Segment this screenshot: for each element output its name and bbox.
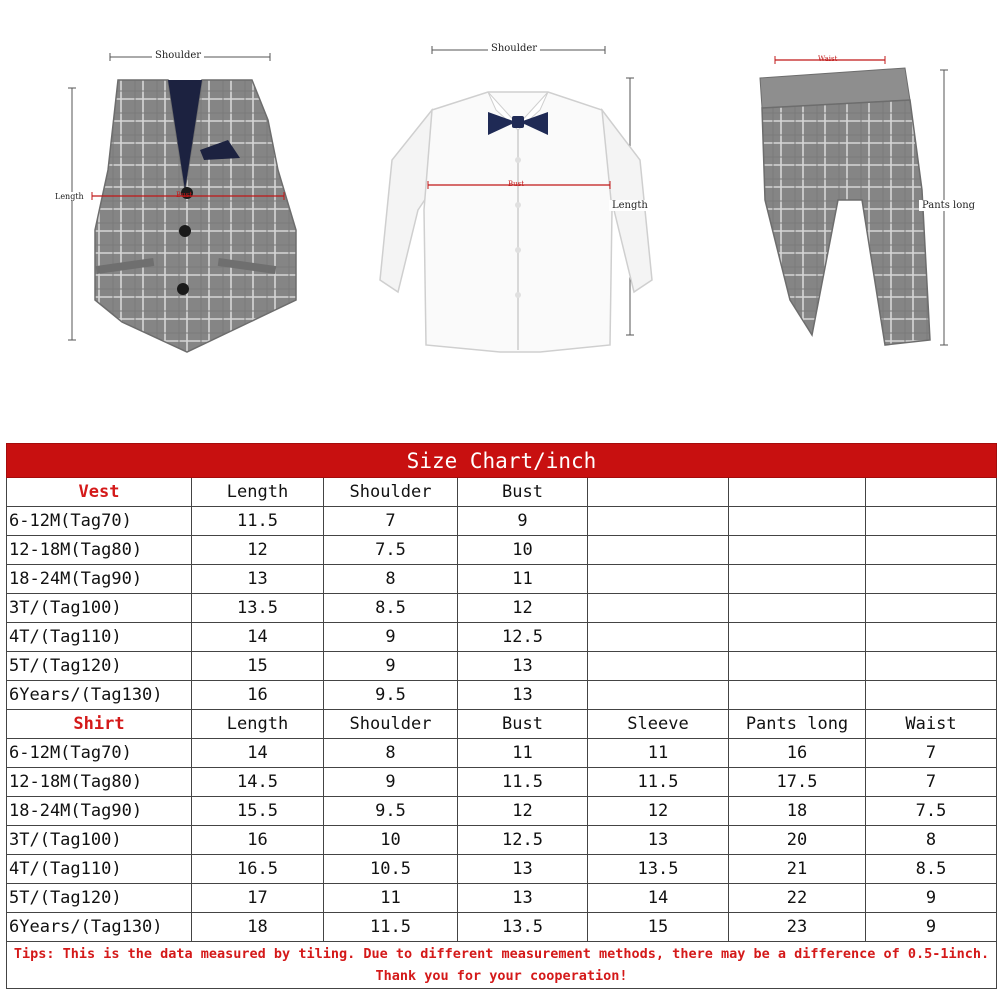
- value-cell: [729, 652, 866, 681]
- value-cell: 13: [458, 681, 588, 710]
- vest-header-cell: Vest: [7, 478, 192, 507]
- value-cell: [588, 652, 729, 681]
- value-cell: 8.5: [324, 594, 458, 623]
- value-cell: 16: [729, 739, 866, 768]
- value-cell: 12.5: [458, 623, 588, 652]
- value-cell: 15: [192, 652, 324, 681]
- vest-header-row: [7, 478, 997, 507]
- value-cell: 10: [324, 826, 458, 855]
- value-cell: 12: [192, 536, 324, 565]
- shirt-table-row: [7, 913, 997, 942]
- value-cell: [729, 623, 866, 652]
- shirt-table-row: [7, 797, 997, 826]
- pants-long-label: Pants long: [919, 200, 978, 211]
- value-cell: 13.5: [588, 855, 729, 884]
- value-cell: 11: [458, 565, 588, 594]
- vest-table-row: [7, 565, 997, 594]
- value-cell: 7.5: [866, 797, 997, 826]
- value-cell: 7.5: [324, 536, 458, 565]
- size-cell: 4T/(Tag110): [7, 855, 192, 884]
- vest-illustration: [68, 53, 296, 352]
- value-cell: [866, 652, 997, 681]
- value-cell: 7: [324, 507, 458, 536]
- shirt-header-cell: Sleeve: [588, 710, 729, 739]
- value-cell: 23: [729, 913, 866, 942]
- vest-table-row: [7, 507, 997, 536]
- shirt-table-row: [7, 739, 997, 768]
- size-cell: 4T/(Tag110): [7, 623, 192, 652]
- value-cell: 7: [866, 739, 997, 768]
- size-cell: 12-18M(Tag80): [7, 536, 192, 565]
- value-cell: 8: [866, 826, 997, 855]
- value-cell: 12: [458, 594, 588, 623]
- shirt-table-row: [7, 855, 997, 884]
- vest-header-cell: [866, 478, 997, 507]
- value-cell: 14.5: [192, 768, 324, 797]
- value-cell: [866, 565, 997, 594]
- value-cell: [729, 536, 866, 565]
- vest-table-row: [7, 623, 997, 652]
- value-cell: 15.5: [192, 797, 324, 826]
- size-cell: 6-12M(Tag70): [7, 507, 192, 536]
- shirt-header-cell: Waist: [866, 710, 997, 739]
- value-cell: [866, 623, 997, 652]
- shirt-length-label: Length: [609, 200, 651, 211]
- value-cell: 21: [729, 855, 866, 884]
- shirt-table-row: [7, 884, 997, 913]
- shirt-table-row: [7, 826, 997, 855]
- value-cell: 11: [588, 739, 729, 768]
- value-cell: [866, 536, 997, 565]
- garment-illustrations: [0, 0, 1000, 400]
- size-cell: 5T/(Tag120): [7, 884, 192, 913]
- value-cell: 8.5: [866, 855, 997, 884]
- value-cell: [588, 536, 729, 565]
- value-cell: 16: [192, 826, 324, 855]
- value-cell: 20: [729, 826, 866, 855]
- vest-header-cell: [729, 478, 866, 507]
- vest-header-cell: Length: [192, 478, 324, 507]
- shirt-header-cell: Shirt: [7, 710, 192, 739]
- size-cell: 18-24M(Tag90): [7, 797, 192, 826]
- value-cell: [729, 594, 866, 623]
- vest-table-row: [7, 536, 997, 565]
- size-cell: 18-24M(Tag90): [7, 565, 192, 594]
- vest-header-cell: Shoulder: [324, 478, 458, 507]
- value-cell: 11.5: [588, 768, 729, 797]
- value-cell: [588, 565, 729, 594]
- shirt-header-cell: Bust: [458, 710, 588, 739]
- value-cell: 9: [866, 884, 997, 913]
- value-cell: [588, 507, 729, 536]
- value-cell: 18: [192, 913, 324, 942]
- size-cell: 5T/(Tag120): [7, 652, 192, 681]
- value-cell: 16: [192, 681, 324, 710]
- value-cell: 14: [192, 739, 324, 768]
- value-cell: 12: [458, 797, 588, 826]
- value-cell: 10: [458, 536, 588, 565]
- tips-text: Tips: This is the data measured by tiling. Due to different measurement methods, there may be a difference of 0.5-1inch. Thank you for your cooperation!: [7, 942, 997, 989]
- value-cell: 12: [588, 797, 729, 826]
- value-cell: [729, 681, 866, 710]
- value-cell: [588, 594, 729, 623]
- value-cell: 14: [192, 623, 324, 652]
- tips-row: [7, 942, 997, 989]
- value-cell: 14: [588, 884, 729, 913]
- value-cell: 13: [458, 884, 588, 913]
- title-row: [7, 444, 997, 478]
- value-cell: [588, 681, 729, 710]
- size-chart-table: [6, 443, 997, 989]
- shirt-header-cell: Length: [192, 710, 324, 739]
- value-cell: 11.5: [324, 913, 458, 942]
- shirt-header-cell: Pants long: [729, 710, 866, 739]
- value-cell: 13: [458, 652, 588, 681]
- value-cell: 9.5: [324, 681, 458, 710]
- value-cell: 11: [458, 739, 588, 768]
- value-cell: [729, 507, 866, 536]
- value-cell: 12.5: [458, 826, 588, 855]
- vest-shoulder-label: Shoulder: [152, 50, 204, 61]
- value-cell: 13: [458, 855, 588, 884]
- value-cell: 17: [192, 884, 324, 913]
- size-cell: 12-18M(Tag80): [7, 768, 192, 797]
- value-cell: 9: [324, 768, 458, 797]
- pants-waist-label: Waist: [818, 55, 838, 63]
- value-cell: 16.5: [192, 855, 324, 884]
- shirt-header-cell: Shoulder: [324, 710, 458, 739]
- value-cell: 13.5: [458, 913, 588, 942]
- value-cell: 9: [866, 913, 997, 942]
- value-cell: 9.5: [324, 797, 458, 826]
- shirt-bust-label: Bust: [508, 180, 525, 188]
- value-cell: 11.5: [458, 768, 588, 797]
- value-cell: 22: [729, 884, 866, 913]
- size-cell: 6Years/(Tag130): [7, 913, 192, 942]
- shirt-header-row: [7, 710, 997, 739]
- value-cell: 10.5: [324, 855, 458, 884]
- value-cell: 8: [324, 739, 458, 768]
- value-cell: [866, 507, 997, 536]
- vest-table-row: [7, 681, 997, 710]
- vest-header-cell: [588, 478, 729, 507]
- vest-header-cell: Bust: [458, 478, 588, 507]
- value-cell: 9: [458, 507, 588, 536]
- value-cell: 18: [729, 797, 866, 826]
- value-cell: 13.5: [192, 594, 324, 623]
- shirt-shoulder-label: Shoulder: [488, 43, 540, 54]
- shirt-illustration: [380, 46, 652, 352]
- size-cell: 6-12M(Tag70): [7, 739, 192, 768]
- value-cell: 13: [192, 565, 324, 594]
- shirt-table-row: [7, 768, 997, 797]
- value-cell: 9: [324, 623, 458, 652]
- value-cell: [588, 623, 729, 652]
- size-cell: 3T/(Tag100): [7, 594, 192, 623]
- value-cell: 9: [324, 652, 458, 681]
- value-cell: 8: [324, 565, 458, 594]
- size-cell: 6Years/(Tag130): [7, 681, 192, 710]
- value-cell: 11.5: [192, 507, 324, 536]
- size-chart-title: Size Chart/inch: [7, 444, 997, 478]
- vest-bust-label: Bust: [176, 191, 193, 199]
- value-cell: 15: [588, 913, 729, 942]
- value-cell: 7: [866, 768, 997, 797]
- value-cell: [866, 681, 997, 710]
- value-cell: 11: [324, 884, 458, 913]
- value-cell: [729, 565, 866, 594]
- value-cell: 17.5: [729, 768, 866, 797]
- value-cell: 13: [588, 826, 729, 855]
- size-cell: 3T/(Tag100): [7, 826, 192, 855]
- vest-table-row: [7, 652, 997, 681]
- vest-length-label: Length: [52, 192, 87, 201]
- vest-table-row: [7, 594, 997, 623]
- garments-art: [0, 0, 1000, 400]
- value-cell: [866, 594, 997, 623]
